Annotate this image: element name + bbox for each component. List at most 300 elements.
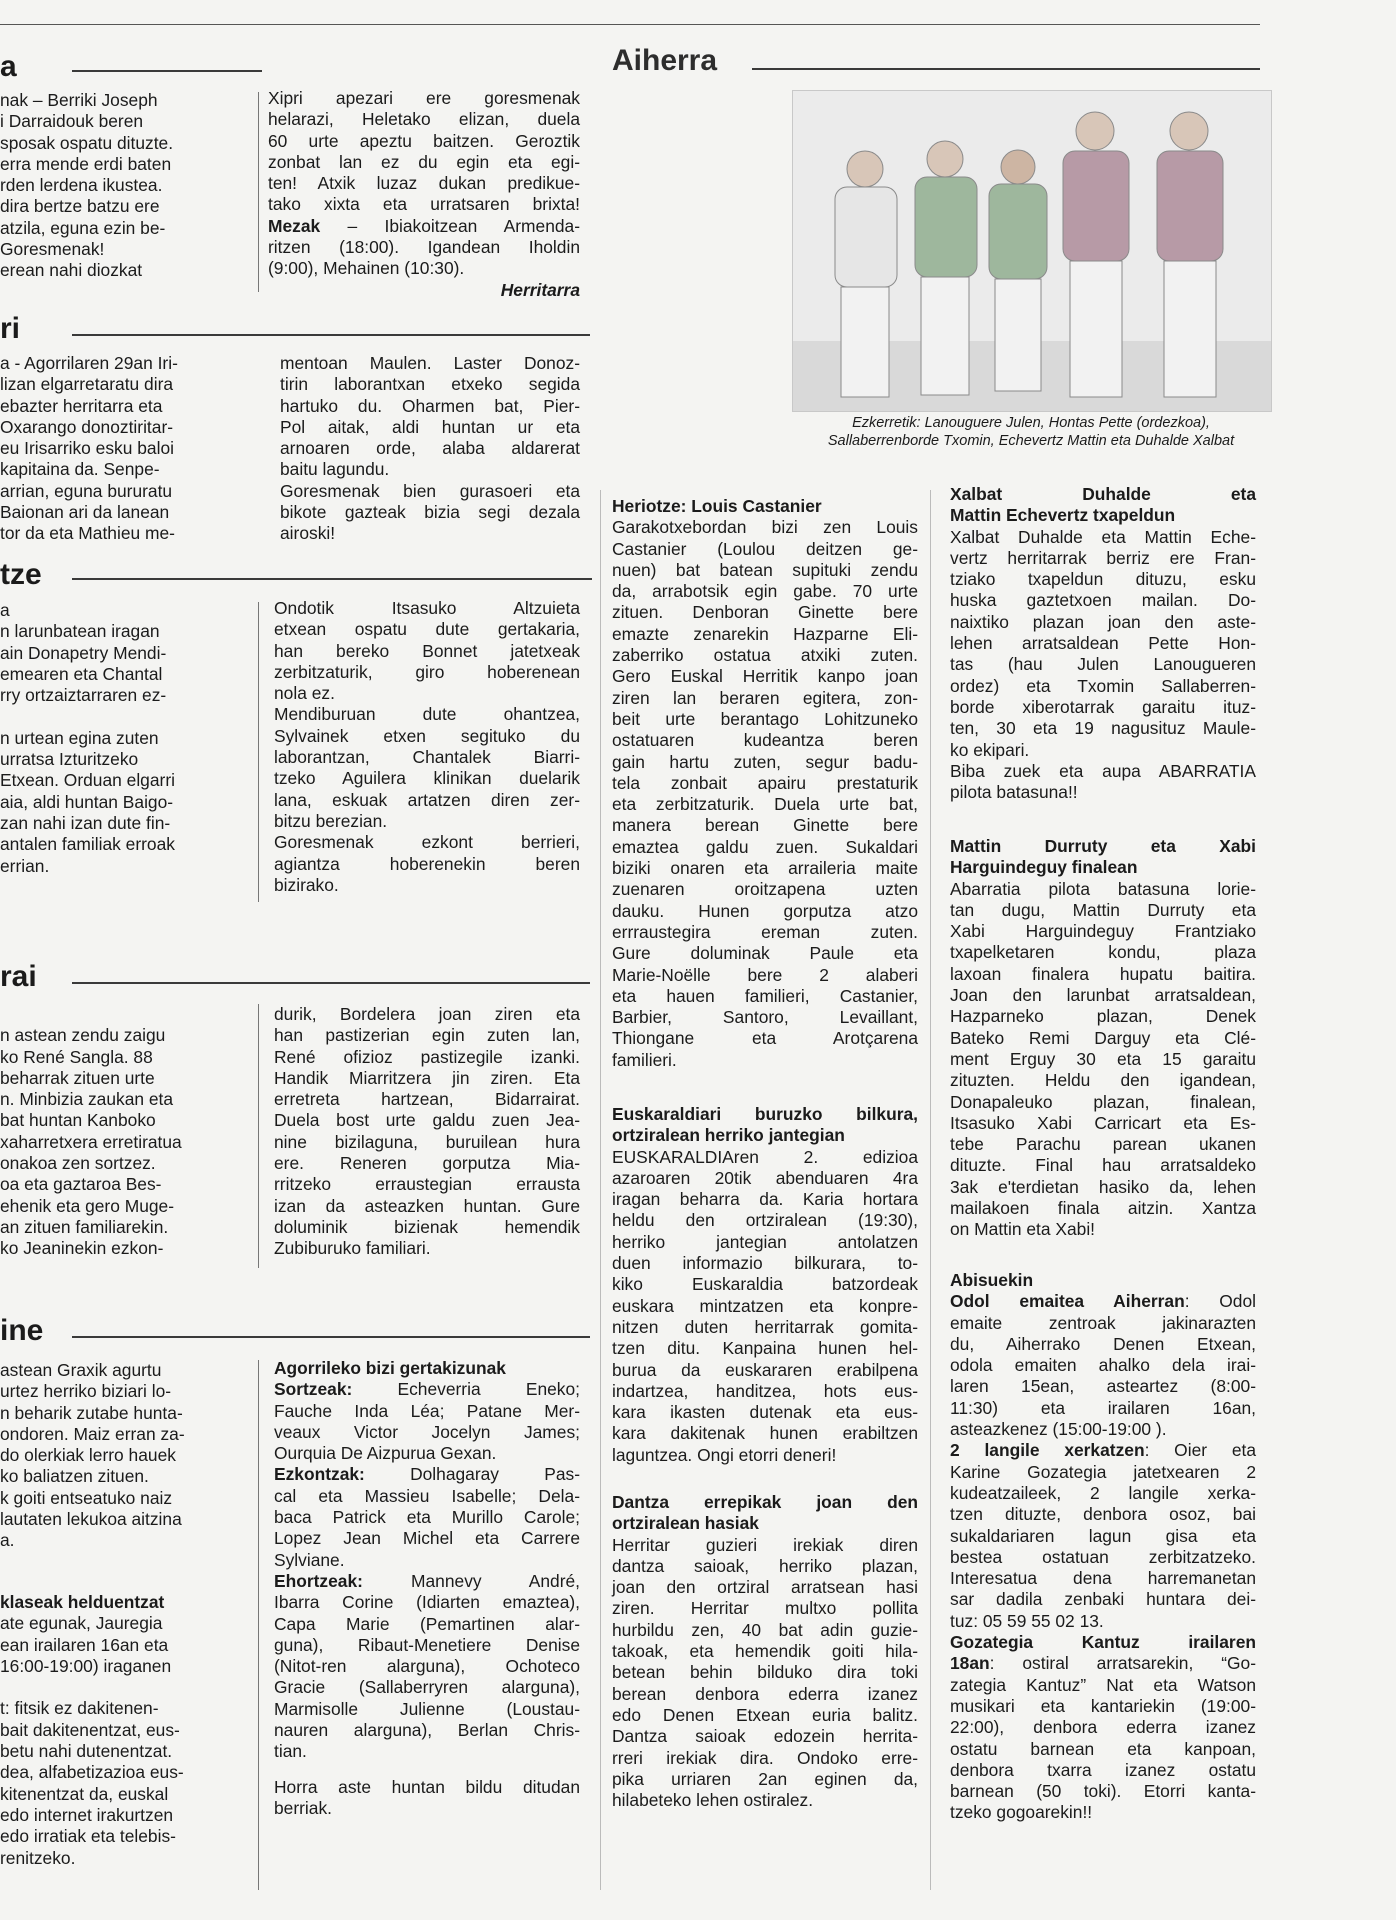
section-heading: ine	[0, 1314, 44, 1347]
text-line: barnean (50 toki). Etorri kanta-	[950, 1781, 1256, 1802]
text-line: Zubiburuko familiari.	[274, 1238, 431, 1259]
article-mattin	[950, 836, 1256, 1241]
team-photo	[792, 90, 1272, 412]
text-line: betean behin bilduko dira toki	[612, 1662, 918, 1683]
text-line: Dantza saioak edozein herrita-	[612, 1726, 918, 1747]
text-line: helarazi, Heletako elizan, duela	[268, 109, 580, 130]
text-line: hilabeteko lehen ostiralez.	[612, 1790, 814, 1811]
section-heading: tze	[0, 558, 42, 591]
fragment-farewell	[0, 1360, 248, 1552]
text-line: asteazkenez (15:00-19:00 ).	[950, 1419, 1167, 1440]
text-line: Handik Miarritzera jin ziren. Eta	[274, 1067, 580, 1088]
text-line: hartuko du. Oharmen bat, Pier-	[280, 395, 580, 416]
text-line	[950, 1653, 1256, 1674]
text-line: cal eta Massieu Isabelle; Dela-	[274, 1485, 580, 1506]
article-abisuekin	[950, 1270, 1256, 1824]
text-line	[274, 1379, 580, 1400]
text-line: rritzeko erraustegian errausta	[274, 1174, 580, 1195]
text-line: emaite zentroak jakinarazten	[950, 1312, 1256, 1333]
text-line: n astean zendu zaigu	[0, 1025, 166, 1046]
text-line: erretreta hartzean, Bidarrairat.	[274, 1089, 580, 1110]
text-line: zituzten. Heldu den igandean,	[950, 1070, 1256, 1091]
text-line: 16:00-19:00) iraganen	[0, 1655, 172, 1676]
text-line: berriak.	[274, 1797, 332, 1818]
text-line: Karine Gozategia jatetxearen 2	[950, 1461, 1256, 1482]
text-line: ment Erguy 30 eta 15 garaitu	[950, 1048, 1256, 1069]
text-line: ondoren. Maiz erran za-	[0, 1423, 185, 1444]
headline-line: Harguindeguy finalean	[950, 857, 1138, 878]
text-line: betu nahi dutenentzat.	[0, 1741, 173, 1762]
text-line: eta hauen familieri, Castanier,	[612, 985, 918, 1006]
headline-line: klaseak helduentzat	[0, 1592, 165, 1612]
text-line: atzila, eguna ezin be-	[0, 217, 166, 238]
text-line: kudeatzaileek, 2 langile xerka-	[950, 1482, 1256, 1503]
text-line: rreri irekiak dira. Ondoko erre-	[612, 1747, 918, 1768]
fragment-obituary	[0, 1004, 248, 1260]
article-euskaraldia	[612, 1104, 918, 1466]
text-line: hurbildu zen, 40 bat adin guzie-	[612, 1619, 918, 1640]
text-line: 3ak e'terdietan hasiko da, lehen	[950, 1176, 1256, 1197]
text-line: Castanier (Loulou deitzen ge-	[612, 538, 918, 559]
section-rule	[72, 982, 590, 984]
text-line: Xalbat Duhalde eta Mattin Eche-	[950, 526, 1256, 547]
text-line: tela zonbait apairu prestaturik	[612, 772, 918, 793]
text-line: zategia Kantuz” Nat eta Watson	[950, 1674, 1256, 1695]
text-line: erra mende erdi baten	[0, 153, 172, 174]
paragraph-label: Ehortzeak:	[274, 1570, 363, 1591]
text-line: sar dadila zenbaki huntara dei-	[950, 1589, 1256, 1610]
text-line: Barbier, Santoro, Levaillant,	[612, 1007, 918, 1028]
section-rule	[72, 70, 262, 72]
text-fragment: : ostiral arratsarekin, “Go-	[989, 1653, 1256, 1674]
section-title-aiherra: Aiherra	[612, 44, 718, 77]
text-line: oa eta gaztaroa Bes-	[0, 1174, 162, 1195]
spacer	[274, 1763, 580, 1777]
text-line: arrian, eguna bururatu	[0, 480, 173, 501]
text-line: a - Agorrilaren 29an Iri-	[0, 353, 178, 373]
text-line: ziren lan beraren egitera, zon-	[612, 687, 918, 708]
text-line: gain hartu zuten, segur badu-	[612, 751, 918, 772]
text-line: Fauche Inda Léa; Patane Mer-	[274, 1400, 580, 1421]
text-line: Sylviane.	[274, 1549, 345, 1570]
text-line: zituen. Denboran Ginette bere	[612, 602, 918, 623]
text-line: burua da euskararen erabilpena	[612, 1359, 918, 1380]
text-line: Marie-Noëlle bere 2 alaberi	[612, 964, 918, 985]
fragment-wedding	[0, 353, 248, 545]
text-line: bait dakitenentzat, eus-	[0, 1719, 180, 1740]
text-line: 60 urte apeztu baitzen. Geroztik	[268, 130, 580, 151]
text-line: Thiongane eta Arotçarena	[612, 1028, 918, 1049]
text-line: duen informazio bilkurara, to-	[612, 1253, 918, 1274]
text-line: zaberriko ostatua atxiki zuten.	[612, 645, 918, 666]
article-priest	[268, 88, 580, 301]
text-line: ate egunak, Jauregia	[0, 1613, 163, 1634]
text-line: laren 15ean, asteartez (8:00-	[950, 1376, 1256, 1397]
text-line: a.	[0, 1530, 15, 1551]
section-heading: rai	[0, 960, 37, 993]
text-line: dituzte. Final hau arratsaldeko	[950, 1155, 1256, 1176]
text-line: tuz: 05 59 55 02 13.	[950, 1610, 1104, 1631]
text-line: biziki onaren eta arraileria maite	[612, 858, 918, 879]
text-line: ritzen (18:00). Igandean Iholdin	[268, 237, 580, 258]
text-line: zan nahi izan dute fin-	[0, 812, 171, 833]
text-line: Xipri apezari ere goresmenak	[268, 88, 580, 108]
text-line: eta zerbitzaturik. Duela urte bat,	[612, 794, 918, 815]
text-line: emearen eta Chantal	[0, 663, 163, 684]
text-fragment: Echeverria Eneko;	[352, 1379, 580, 1400]
text-line: Xabi Harguindeguy Frantziako	[950, 921, 1256, 942]
text-line: Goresmenak ezkont berrieri,	[274, 832, 580, 853]
text-line: edo Denen Etxean euria balitz.	[612, 1704, 918, 1725]
text-line: Goresmenak!	[0, 239, 105, 260]
text-line: baitu lagundu.	[280, 459, 390, 480]
column-divider	[258, 1360, 259, 1890]
paragraph-label: Ezkontzak:	[274, 1464, 365, 1485]
section-heading: ri	[0, 312, 21, 345]
text-line: Mendiburuan dute ohantzea,	[274, 704, 580, 725]
text-line: airoski!	[280, 523, 336, 544]
text-line: Biba zuek eta aupa ABARRATIA	[950, 760, 1256, 781]
text-line: han pastizerian egin zuten lan,	[274, 1025, 580, 1046]
text-line: aia, aldi huntan Baigo-	[0, 791, 174, 812]
text-line: laguntzea. Ongi etorri deneri!	[612, 1444, 837, 1465]
text-line: da, arrabotsik egin gabe. 70 urte	[612, 581, 918, 602]
text-line: zerbitzaturik, giro hoberenean	[274, 661, 580, 682]
text-line: bat huntan Kanboko	[0, 1110, 156, 1131]
text-line: k goiti entseatuko naiz	[0, 1487, 173, 1508]
text-line: n beharik zutabe hunta-	[0, 1402, 183, 1423]
text-line: nitzen duten herritarrak gomita-	[612, 1316, 918, 1337]
text-line: tian.	[274, 1741, 307, 1762]
text-fragment: Mannevy André,	[362, 1570, 580, 1591]
text-line: do olerkiak lerro hauek	[0, 1445, 176, 1466]
text-line: manera berean Ginette bere	[612, 815, 918, 836]
text-line: Horra aste huntan bildu ditudan	[274, 1776, 580, 1797]
text-line: ostatu barnean eta kanpoan,	[950, 1738, 1256, 1759]
text-line: pika urriaren 2an eginen da,	[612, 1768, 918, 1789]
paragraph-label: Sortzeak:	[274, 1379, 353, 1400]
text-fragment: : Odol	[1184, 1291, 1256, 1312]
text-line: huska gaztetxoen mailan. Do-	[950, 590, 1256, 611]
article-heriotze	[612, 496, 918, 1071]
text-line: Ondotik Itsasuko Altzuieta	[274, 598, 580, 618]
headline-line: Euskaraldiari buruzko bilkura,	[612, 1104, 918, 1124]
fragment-anniversary	[0, 90, 242, 282]
text-line: rden lerdena ikustea.	[0, 175, 163, 196]
text-line: beharrak zituen urte	[0, 1067, 155, 1088]
text-line: mailakoen finala aitzin. Xantza	[950, 1198, 1256, 1219]
section-heading: a	[0, 50, 17, 83]
text-line: izan da asteazken huntan. Gure	[274, 1195, 580, 1216]
paragraph-label: 18an	[950, 1653, 990, 1674]
text-line: takoak, eta hemendik goiti hila-	[612, 1641, 918, 1662]
text-line: nuen) bat batean supituki zendu	[612, 559, 918, 580]
text-line: n. Minbizia zaukan eta	[0, 1089, 174, 1110]
headline-line: Dantza errepikak joan den	[612, 1492, 918, 1512]
text-line: dira bertze batzu ere	[0, 196, 160, 217]
text-line	[268, 216, 580, 237]
text-line: musikari eta kantariekin (19:00-	[950, 1695, 1256, 1716]
text-line: kapitaina da. Senpe-	[0, 459, 160, 480]
text-line: (Nitot-ren alarguna), Ochoteco	[274, 1656, 580, 1677]
text-line: zuenaren oroitzapena uzten	[612, 879, 918, 900]
text-line: joan den ortziral arratsean hasi	[612, 1577, 918, 1598]
text-line: Sylvainek etxen segituko du	[274, 725, 580, 746]
text-line: agiantza hoberenekin beren	[274, 853, 580, 874]
text-line: Itsasuko Xabi Carricart eta Es-	[950, 1112, 1256, 1133]
text-line: astean Graxik agurtu	[0, 1360, 162, 1380]
text-line: etxean ospatu dute gertakaria,	[274, 619, 580, 640]
text-line: denbora txarra izanez ostatu	[950, 1759, 1256, 1780]
text-line	[0, 1677, 248, 1698]
text-line: Baionan ari da lanean	[0, 502, 170, 523]
text-line: tzen dituzte, denbora osoz, bai	[950, 1504, 1256, 1525]
text-line: bizirako.	[274, 874, 339, 895]
text-line: nine bizilaguna, buruilean hura	[274, 1131, 580, 1152]
text-line: kiko Euskaraldia batzordeak	[612, 1274, 918, 1295]
text-line: nak – Berriki Joseph	[0, 90, 158, 110]
headline-line: Mattin Durruty eta Xabi	[950, 836, 1256, 856]
text-line: emazte zenarekin Hazparne Eli-	[612, 623, 918, 644]
text-line: Ourquia De Aizpurua Gexan.	[274, 1443, 497, 1464]
text-line: kara dakitenak hunen erabiltzen	[612, 1423, 918, 1444]
text-line: emaztea galdu zuen. Sukaldari	[612, 836, 918, 857]
text-line: euskara mintzatzen eta konpre-	[612, 1295, 918, 1316]
text-line: bestea ostatuan zerbitzatzeko.	[950, 1546, 1256, 1567]
text-line: an zituen familiarekin.	[0, 1216, 169, 1237]
text-line: tzen ditu. Kanpaina hunen hel-	[612, 1338, 918, 1359]
text-line: xaharretxera erretiratua	[0, 1131, 182, 1152]
text-line: pilota batasuna!!	[950, 782, 1078, 803]
text-line: n urtean egina zuten	[0, 727, 159, 748]
column-divider	[258, 602, 259, 902]
text-line: guna), Ribaut-Menetiere Denise	[274, 1634, 580, 1655]
text-line: ten! Atxik luzaz dukan predikue-	[268, 173, 580, 194]
text-line: errian.	[0, 855, 50, 876]
text-line: herriko jantegian antolatzen	[612, 1231, 918, 1252]
text-line: indartzea, handitzea, hots eus-	[612, 1380, 918, 1401]
text-line: ziren. Herritar multxo pollita	[612, 1598, 918, 1619]
text-line: nauren alarguna), Berlan Chris-	[274, 1720, 580, 1741]
text-line: lizan elgarretaratu dira	[0, 374, 174, 395]
headline-line: Heriotze: Louis Castanier	[612, 496, 822, 516]
text-line: ere. Reneren gorputza Mia-	[274, 1153, 580, 1174]
text-line: edo irratiak eta telebis-	[0, 1826, 176, 1847]
article-civil-events	[274, 1358, 580, 1819]
text-line: 22:00), denbora ederra izanez	[950, 1717, 1256, 1738]
text-line: baca Patrick eta Murillo Carole;	[274, 1507, 580, 1528]
text-line: urtez herriko biziari lo-	[0, 1381, 172, 1402]
text-line: ean irailaren 16an eta	[0, 1634, 169, 1655]
column-divider	[600, 490, 601, 1890]
text-line	[274, 1464, 580, 1485]
text-line: dauku. Hunen gorputza atzo	[612, 900, 918, 921]
text-line: sukaldariaren lagun gisa eta	[950, 1525, 1256, 1546]
text-line: Donapaleuko plazan, finalean,	[950, 1091, 1256, 1112]
text-line: naixtiko plazan joan den aste-	[950, 611, 1256, 632]
text-line: Etxean. Orduan elgarri	[0, 770, 175, 791]
text-line: ain Donapetry Mendi-	[0, 642, 167, 663]
text-line: tor da eta Mathieu me-	[0, 523, 175, 544]
text-line: dantza saioak, herriko plazan,	[612, 1555, 918, 1576]
text-line: Capa Marie (Pemartinen alar-	[274, 1613, 580, 1634]
text-line: kara ikasten dutenak eta eus-	[612, 1402, 918, 1423]
text-line: EUSKARALDIAren 2. edizioa	[612, 1146, 918, 1167]
text-line: beit urte berantago Lohitzuneko	[612, 708, 918, 729]
text-line: ehenik eta gero Muge-	[0, 1195, 175, 1216]
text-line: zonbat lan ez du egin eta egi-	[268, 151, 580, 172]
section-rule	[752, 68, 1260, 70]
text-fragment: – Ibiakoitzean Armenda-	[320, 215, 580, 236]
text-line: Pol aitak, aldi huntan ur eta	[280, 416, 580, 437]
text-line: Herritar guzieri irekiak diren	[612, 1534, 918, 1555]
text-line: tebe Parachu parean ukanen	[950, 1134, 1256, 1155]
text-line: du, Aiherrako Denen Etxean,	[950, 1333, 1256, 1354]
text-line: antalen familiak erroak	[0, 834, 175, 855]
text-line: Lopez Jean Michel eta Carrere	[274, 1528, 580, 1549]
column-divider	[930, 490, 931, 1890]
headline-line: Xalbat Duhalde eta	[950, 484, 1256, 504]
text-line: Gracie (Sallaberryren alarguna),	[274, 1677, 580, 1698]
article-marriage-cont	[274, 598, 580, 896]
text-line: tzeko Aguilera klinikan duelarik	[274, 768, 580, 789]
text-line: ko René Sangla. 88	[0, 1046, 153, 1067]
text-line: Interesatua dena harremanetan	[950, 1568, 1256, 1589]
text-line: han bereko Bonnet jatetxeak	[274, 640, 580, 661]
page-top-rule	[0, 24, 1260, 25]
article-wedding-cont	[280, 353, 580, 545]
text-line: bitzu berezian.	[274, 810, 388, 831]
text-line: errraustegira ereman zuten.	[612, 921, 918, 942]
text-line: kitenentzat da, euskal	[0, 1783, 169, 1804]
text-line: vertz herritarrak berriz ere Fran-	[950, 547, 1256, 568]
article-obituary-cont	[274, 1004, 580, 1260]
text-line: ko ekipari.	[950, 739, 1030, 760]
text-line: tan dugu, Mattin Durruty eta	[950, 899, 1256, 920]
text-fragment: Dolhagaray Pas-	[364, 1464, 580, 1485]
text-line: odola emaiten ahalko dela irai-	[950, 1355, 1256, 1376]
headline-line: Gozategia Kantuz irailaren	[950, 1632, 1256, 1653]
text-line: bikote gazteak bizia segi dezala	[280, 502, 580, 523]
text-line: eu Irisarriko esku baloi	[0, 438, 174, 459]
headline-line: ortziralean hasiak	[612, 1513, 759, 1534]
text-line: ko baliatzen zituen.	[0, 1466, 149, 1487]
text-line: ten, 30 eta 19 nagusituz Maule-	[950, 718, 1256, 739]
photo-caption	[792, 414, 1270, 450]
text-line: tas (hau Julen Lanougueren	[950, 654, 1256, 675]
text-line: Gure doluminak Paule eta	[612, 943, 918, 964]
section-rule	[72, 578, 592, 580]
text-line: laxoan finalera hupatu baitira.	[950, 963, 1256, 984]
text-line: azaroaren 20tik abenduaren 4ra	[612, 1167, 918, 1188]
text-line: t: fitsik ez dakitenen-	[0, 1698, 159, 1719]
headline-line: Mattin Echevertz txapeldun	[950, 505, 1176, 526]
headline-line: Abisuekin	[950, 1270, 1034, 1290]
text-line: tziako txapeldun dituzu, esku	[950, 569, 1256, 590]
text-line	[274, 1571, 580, 1592]
text-line: Marmisolle Julienne (Loustau-	[274, 1698, 580, 1719]
text-line: familieri.	[612, 1049, 677, 1070]
text-line: Oxarango donoztiritar-	[0, 416, 174, 437]
text-line: heldu den ortziralean (19:30),	[612, 1210, 918, 1231]
text-line: on Mattin eta Xabi!	[950, 1219, 1096, 1240]
text-line: Ibarra Corine (Idiarten emaztea),	[274, 1592, 580, 1613]
section-rule	[72, 1336, 590, 1338]
text-line	[950, 1440, 1256, 1461]
headline-line: ortziralean herriko jantegian	[612, 1125, 845, 1146]
text-line: nola ez.	[274, 683, 335, 704]
text-line: durik, Bordelera joan ziren eta	[274, 1004, 580, 1024]
text-line: lehen arratsaldean Pette Hon-	[950, 633, 1256, 654]
caption-line: Ezkerretik: Lanouguere Julen, Hontas Pette (ordezkoa),	[852, 415, 1210, 431]
article-xalbat	[950, 484, 1256, 803]
text-line: laborantzan, Chantalek Biarri-	[274, 747, 580, 768]
text-line: n larunbatean iragan	[0, 621, 160, 642]
text-line: iragan beharra da. Karia hortara	[612, 1189, 918, 1210]
text-line: Goresmenak bien gurasoeri eta	[280, 480, 580, 501]
text-line: Duela bost urte galdu zuen Jea-	[274, 1110, 580, 1131]
text-line: Bateko Remi Darguy eta Clé-	[950, 1027, 1256, 1048]
text-line: berean denbora ederra izanez	[612, 1683, 918, 1704]
column-divider	[258, 92, 259, 292]
text-line: dea, alfabetizazioa eus-	[0, 1762, 184, 1783]
text-line: a	[0, 600, 10, 620]
text-line: txapelketaren kondu, plaza	[950, 942, 1256, 963]
headline-line: Agorrileko bizi gertakizunak	[274, 1358, 506, 1378]
text-line: onakoa zen sortzez.	[0, 1153, 156, 1174]
column-divider	[258, 1004, 259, 1268]
text-line: ko Jeaninekin ezkon-	[0, 1238, 164, 1259]
text-line: sposak ospatu dituzte.	[0, 132, 174, 153]
text-line: lautaten lekukoa aitzina	[0, 1509, 182, 1530]
text-line: edo internet irakurtzen	[0, 1804, 174, 1825]
text-line: (9:00), Mehainen (10:30).	[268, 258, 465, 279]
text-line: i Darraidouk beren	[0, 111, 144, 132]
text-line: borde xiberotarrak garaitu ituz-	[950, 696, 1256, 717]
text-line: lana, eskuak artatzen diren zer-	[274, 789, 580, 810]
paragraph-label: Mezak	[268, 215, 321, 236]
text-line	[0, 706, 248, 727]
text-line: tzeko gogoarekin!!	[950, 1802, 1093, 1823]
article-dantza	[612, 1492, 918, 1811]
text-line: doluminik bizienak hemendik	[274, 1216, 580, 1237]
text-line: renitzeko.	[0, 1847, 76, 1868]
paragraph-label: Odol emaitea Aiherran	[950, 1291, 1185, 1312]
text-line: tirin laborantxan etxeko segida	[280, 374, 580, 395]
text-line: René ofizioz pastizegile izanki.	[274, 1046, 580, 1067]
text-line: Hazparneko plazan, Denek	[950, 1006, 1256, 1027]
text-line: ostatuaren kudeantza beren	[612, 730, 918, 751]
text-line: tako xixta eta urratsaren brixta!	[268, 194, 580, 215]
text-line: mentoan Maulen. Laster Donoz-	[280, 353, 580, 373]
players-illustration	[793, 91, 1271, 411]
text-line	[0, 1004, 248, 1025]
text-line: erean nahi diozkat	[0, 260, 143, 281]
text-fragment: : Oier eta	[1144, 1440, 1256, 1461]
text-line: Joan den larunbat arratsaldean,	[950, 985, 1256, 1006]
text-line: Garakotxebordan bizi zen Louis	[612, 517, 918, 538]
text-line: Gero Euskal Herritik kanpo joan	[612, 666, 918, 687]
paragraph-label: 2 langile xerkatzen	[950, 1440, 1145, 1461]
section-rule	[72, 334, 590, 336]
fragment-marriage	[0, 600, 248, 877]
text-line	[950, 1291, 1256, 1312]
text-line: ebazter herritarra eta	[0, 395, 163, 416]
caption-line: Sallaberrenborde Txomin, Echevertz Mattin eta Duhalde Xalbat	[827, 433, 1235, 449]
text-line: ordez) eta Txomin Sallaberren-	[950, 675, 1256, 696]
fragment-classes	[0, 1592, 248, 1869]
text-line: 11:30) eta irailaren 16an,	[950, 1397, 1256, 1418]
